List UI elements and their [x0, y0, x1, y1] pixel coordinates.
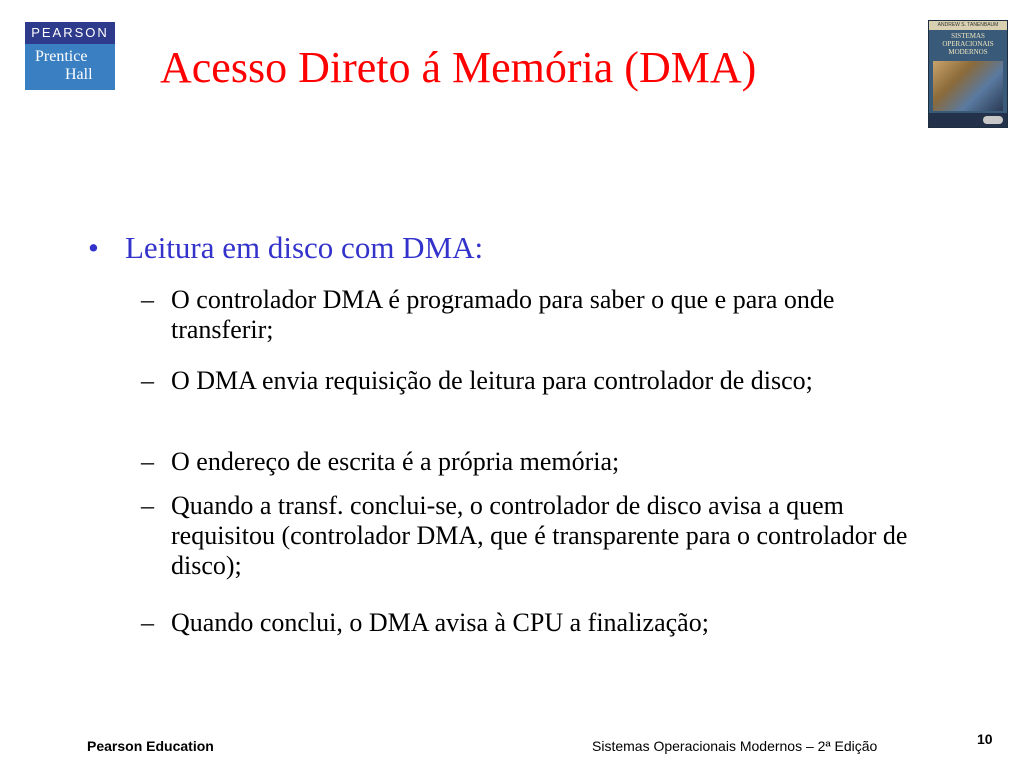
- logo-line2: Hall: [65, 66, 93, 83]
- logo-line1: Prentice: [35, 48, 88, 65]
- bullet-main-text: Leitura em disco com DMA:: [125, 230, 484, 265]
- sub-bullet-dash: –: [141, 608, 154, 637]
- sub-bullet-text: O controlador DMA é programado para saber o que e para onde transferir;: [171, 285, 835, 344]
- footer-publisher: Pearson Education: [87, 738, 214, 754]
- book-title: SISTEMAS OPERACIONAIS MODERNOS: [942, 32, 994, 56]
- logo-top-text: PEARSON: [25, 22, 115, 44]
- book-author-band: ANDREW S. TANENBAUM: [929, 21, 1007, 30]
- book-publisher-logo: [983, 116, 1003, 124]
- sub-bullet-text: Quando conclui, o DMA avisa à CPU a finalização;: [171, 608, 709, 637]
- sub-bullet-dash: –: [141, 491, 154, 520]
- sub-bullet-dash: –: [141, 447, 154, 476]
- sub-bullet-text: O DMA envia requisição de leitura para controlador de disco;: [171, 366, 813, 395]
- book-cover-art: [933, 61, 1003, 111]
- footer-book-title: Sistemas Operacionais Modernos – 2ª Edição: [592, 738, 878, 754]
- sub-bullet-text: O endereço de escrita é a própria memória;: [171, 447, 620, 476]
- slide-title: Acesso Direto á Memória (DMA): [160, 43, 757, 92]
- bullet-mark: •: [88, 230, 99, 265]
- logo-bottom: [25, 44, 115, 90]
- sub-bullet-dash: –: [141, 285, 154, 314]
- book-cover-image: [928, 20, 1008, 128]
- sub-bullet-dash: –: [141, 366, 154, 395]
- pearson-prentice-hall-logo: [25, 22, 115, 90]
- page-number: 10: [977, 731, 993, 747]
- sub-bullet-text: Quando a transf. conclui-se, o controlador de disco avisa a quem requisitou (controlador DMA, que é transparente para o controlador de disco);: [171, 491, 908, 580]
